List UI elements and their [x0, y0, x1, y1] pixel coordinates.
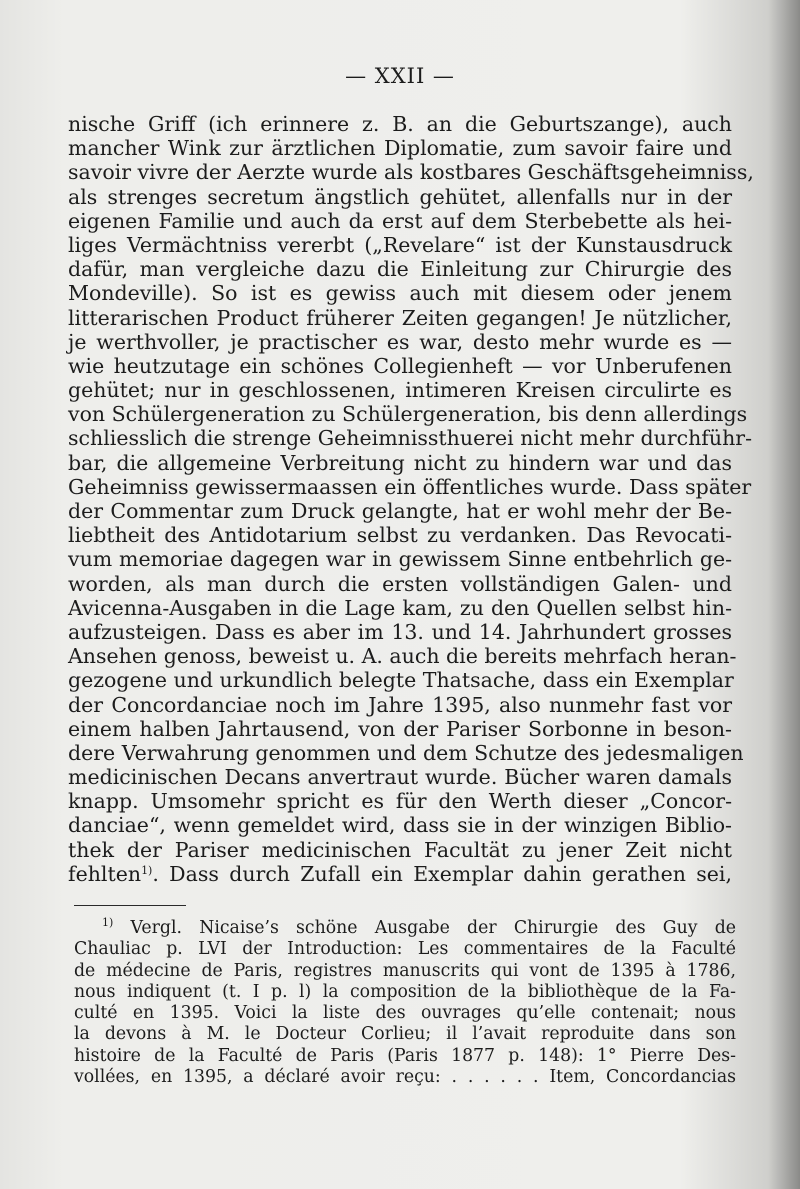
footnote-line: vollées, en 1395, a déclaré avoir reçu: . . . . . . Item, Concordancias — [74, 1067, 736, 1088]
text-segment: . Dass durch Zufall ein Exemplar dahin gerathen sei, — [152, 861, 732, 886]
text-line: eigenen Familie und auch da erst auf dem Sterbebette als hei- — [68, 208, 732, 233]
text-line: mancher Wink zur ärztlichen Diplomatie, zum savoir faire und — [68, 136, 732, 161]
text-line: der Commentar zum Druck gelangte, hat er wohl mehr der Be- — [68, 499, 732, 523]
text-line: worden, als man durch die ersten vollständigen Galen- und — [68, 571, 732, 596]
text-line: Geheimniss gewissermaassen ein öffentliches wurde. Dass später — [68, 474, 752, 499]
footnote-line: Chauliac p. LVI der Introduction: Les commentaires de la Faculté — [74, 939, 736, 960]
text-line: Avicenna-Ausgaben in die Lage kam, zu den Quellen selbst hin- — [68, 595, 732, 620]
text-line: einem halben Jahrtausend, von der Pariser Sorbonne in beson- — [68, 716, 732, 741]
footnote-divider — [74, 905, 186, 906]
footnote-line: culté en 1395. Voici la liste des ouvrages qu’elle contenait; nous — [74, 1003, 736, 1024]
text-line: als strenges secretum ängstlich gehütet, allenfalls nur in der — [68, 184, 732, 209]
text-line: savoir vivre der Aerzte wurde als kostbares Geschäftsgeheimniss, — [68, 160, 754, 185]
text-line: medicinischen Decans anvertraut wurde. Bücher waren damals — [68, 765, 732, 790]
text-line: dere Verwahrung genommen und dem Schutze des jedesmaligen — [68, 740, 744, 765]
main-text — [68, 112, 754, 886]
text-line: aufzusteigen. Dass es aber im 13. und 14. Jahrhundert grosses — [68, 619, 732, 644]
text-line: knapp. Umsomehr spricht es für den Werth dieser „Concor- — [68, 789, 732, 814]
text-line: vum memoriae dagegen war in gewissem Sinne entbehrlich ge- — [68, 547, 732, 572]
footnote-line: histoire de la Faculté de Paris (Paris 1877 p. 148): 1° Pierre Des- — [74, 1045, 736, 1066]
footnote-line: la devons à M. le Docteur Corlieu; il l’avait reproduite dans son — [74, 1024, 736, 1045]
text-line: nische Griff (ich erinnere z. B. an die Geburtszange), auch — [68, 112, 732, 136]
footnote-line: de médecine de Paris, registres manuscrits qui vont de 1395 à 1786, — [74, 960, 736, 981]
text-line: von Schülergeneration zu Schülergeneration, bis denn allerdings — [68, 402, 748, 427]
text-line: Ansehen genoss, beweist u. A. auch die bereits mehrfach heran- — [68, 644, 737, 669]
page-number: — XXII — — [345, 64, 455, 88]
text-segment: fehlten — [68, 861, 142, 886]
text-line: dafür, man vergleiche dazu die Einleitung zur Chirurgie des — [68, 257, 732, 282]
text-line: schliesslich die strenge Geheimnissthuerei nicht mehr durchführ- — [68, 426, 753, 451]
footnote — [74, 918, 736, 1088]
text-line: liges Vermächtniss vererbt („Revelare“ ist der Kunstausdruck — [68, 232, 732, 257]
footnote-reference: 1) — [141, 863, 153, 877]
footnote-marker: 1) — [102, 916, 114, 929]
text-line: der Concordanciae noch im Jahre 1395, also nunmehr fast vor — [68, 692, 732, 717]
text-line-with-footnote-ref — [68, 862, 732, 886]
text-line: wie heutzutage ein schönes Collegienheft — vor Unberufenen — [68, 353, 732, 378]
text-line: liebtheit des Antidotarium selbst zu verdanken. Das Revocati- — [68, 523, 732, 548]
text-segment: Vergl. Nicaise’s schöne Ausgabe der Chirurgie des Guy de — [113, 918, 736, 938]
text-line: Mondeville). So ist es gewiss auch mit diesem oder jenem — [68, 281, 732, 306]
text-line: thek der Pariser medicinischen Facultät zu jener Zeit nicht — [68, 837, 732, 862]
footnote-line: nous indiquent (t. I p. l) la composition de la bibliothèque de la Fa- — [74, 981, 736, 1002]
text-line: bar, die allgemeine Verbreitung nicht zu hindern war und das — [68, 450, 732, 475]
text-line: litterarischen Product früherer Zeiten gegangen! Je nützlicher, — [68, 305, 732, 330]
footnote-line — [74, 918, 736, 939]
text-line: gezogene und urkundlich belegte Thatsache, dass ein Exemplar — [68, 668, 734, 693]
text-line: gehütet; nur in geschlossenen, intimeren Kreisen circulirte es — [68, 378, 732, 403]
text-line: danciae“, wenn gemeldet wird, dass sie in der winzigen Biblio- — [68, 813, 732, 838]
text-line: je werthvoller, je practischer es war, desto mehr wurde es — — [68, 329, 732, 354]
